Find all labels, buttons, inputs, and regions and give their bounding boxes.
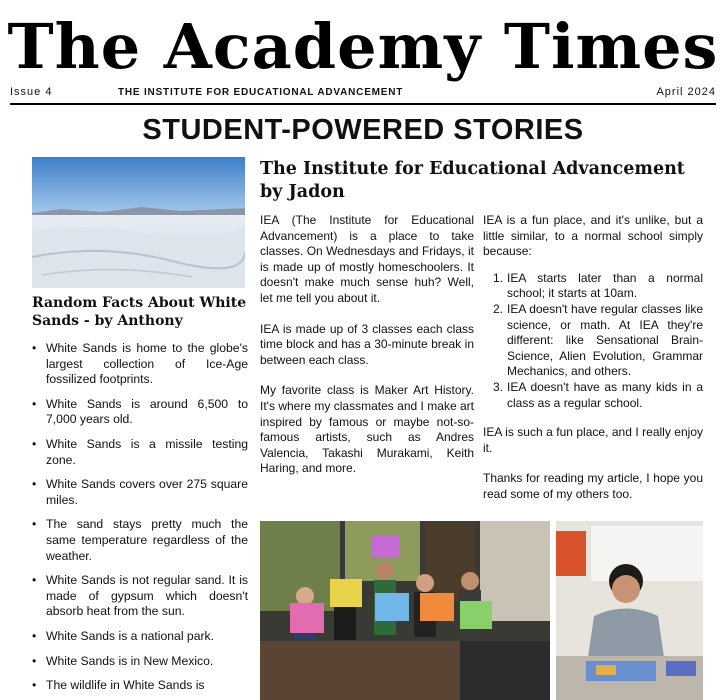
list-item: • The sand stays pretty much the same temperature regardless of the weather. [30, 517, 248, 564]
list-text: IEA doesn't have as many kids in a class as a regular school. [507, 379, 703, 410]
issue-number: Issue 4 [10, 86, 53, 98]
institute-name: THE INSTITUTE FOR EDUCATIONAL ADVANCEMENT [118, 87, 404, 98]
list-item: • White Sands is home to the globe's largest collection of Ice-Age fossilized footprints. [30, 341, 248, 388]
list-text: IEA starts later than a normal school; it starts at 10am. [507, 270, 703, 301]
list-item [489, 271, 703, 302]
student-painting-photo [556, 521, 703, 700]
newspaper-title: The Academy Times [7, 10, 719, 83]
list-item [489, 380, 703, 411]
list-item: • White Sands is in New Mexico. [30, 654, 248, 670]
paragraph: IEA (The Institute for Educational Advancement) is a place to take classes. On Wednesdays and Fridays, it is made up of mostly homeschoolers. It doesn't make much sense huh? Well, let me tell you about it. [260, 213, 474, 305]
article-column-2 [483, 213, 703, 518]
list-item: • The wildlife in White Sands is [30, 678, 248, 694]
paragraph: IEA is such a fun place, and I really enjoy it. [483, 425, 703, 455]
list-number: 1. [493, 270, 504, 285]
list-number: 3. [493, 379, 504, 394]
list-number: 2. [493, 301, 504, 316]
paragraph: IEA is a fun place, and it's unlike, but a little similar, to a normal school simply because: [483, 213, 703, 259]
white-sands-photo [32, 157, 245, 288]
iea-differences-list [489, 271, 703, 411]
list-item: • White Sands is a missile testing zone. [30, 437, 248, 468]
list-item [489, 302, 703, 380]
article-column-1 [260, 213, 474, 492]
list-item: • White Sands is not regular sand. It is made of gypsum which doesn't absorb heat from the sun. [30, 573, 248, 620]
white-sands-facts [30, 341, 248, 700]
list-text: IEA doesn't have regular classes like science, or math. At IEA they're different: like Sensational Brain-Science, Alien Evolution, Grammar Mechanics, and others. [507, 301, 703, 379]
issue-bar [10, 86, 716, 102]
list-item: • White Sands is around 6,500 to 7,000 years old. [30, 397, 248, 428]
list-item: • White Sands covers over 275 square miles. [30, 477, 248, 508]
paragraph: Thanks for reading my article, I hope you read some of my others too. [483, 471, 703, 501]
iea-article-heading: The Institute for Educational Advancement by Jadon [260, 159, 685, 202]
classroom-group-photo [260, 521, 550, 700]
masthead-rule [10, 103, 716, 105]
list-item: • White Sands is a national park. [30, 629, 248, 645]
white-sands-heading: Random Facts About White Sands - by Anthony [32, 295, 247, 329]
paragraph: IEA is made up of 3 classes each class time block and has a 30-minute break in between each class. [260, 321, 474, 367]
section-title: STUDENT-POWERED STORIES [142, 114, 584, 146]
paragraph: My favorite class is Maker Art History. It's where my classmates and I make art inspired by famous or maybe not-so-famous artists, such as Andres Valencia, Takashi Murakami, Keith Haring, and more. [260, 383, 474, 476]
issue-date: April 2024 [656, 86, 716, 98]
